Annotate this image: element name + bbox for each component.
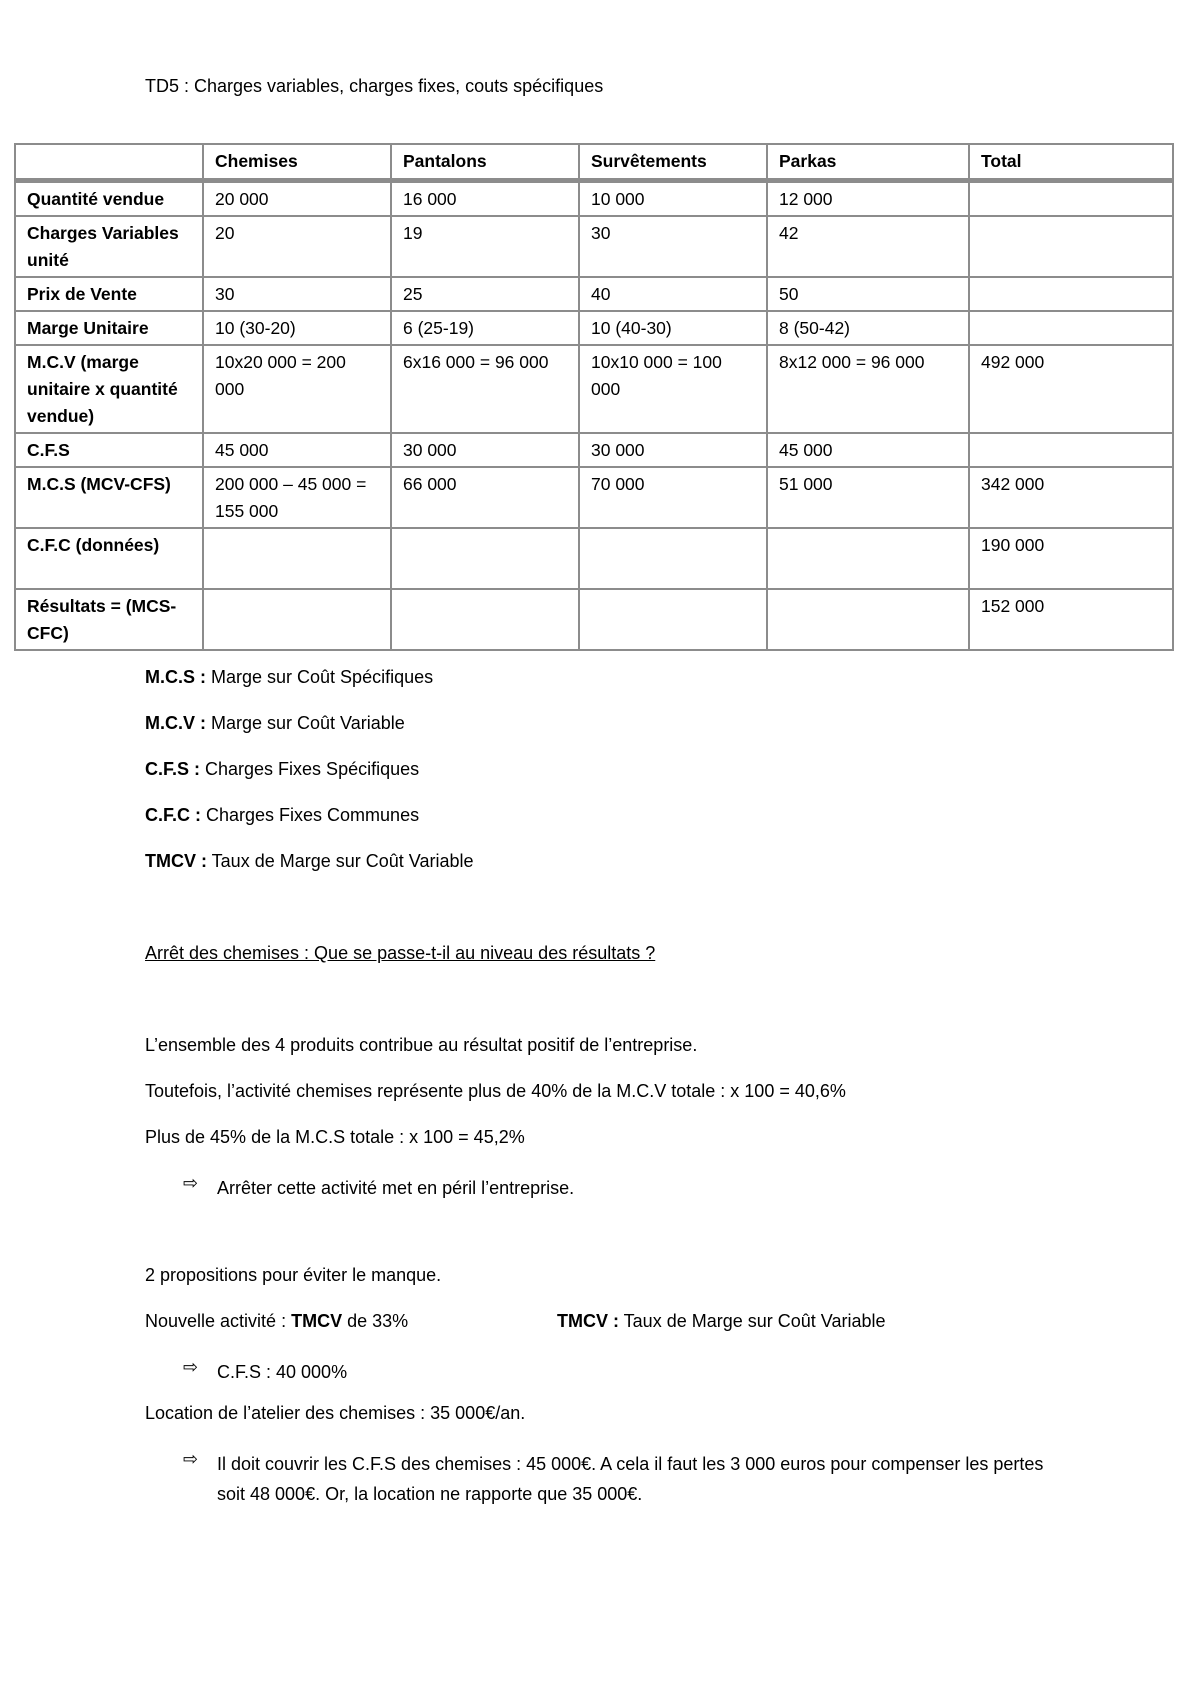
paragraph: Toutefois, l’activité chemises représente plus de 40% de la M.C.V totale : x 100 = 40,6% — [145, 1081, 846, 1101]
table-row — [15, 528, 1173, 589]
table-cell — [767, 528, 969, 589]
table-row — [15, 216, 1173, 277]
header-cell: Chemises — [203, 144, 391, 181]
header-cell: Parkas — [767, 144, 969, 181]
table-cell — [969, 216, 1173, 277]
arrow-right-icon: ⇨ — [183, 1173, 199, 1193]
abbreviation-term: M.C.S : — [145, 667, 206, 687]
table-header-row — [15, 144, 1173, 181]
header-cell — [15, 144, 203, 181]
table-row — [15, 311, 1173, 345]
table-cell: 10x10 000 = 100 000 — [579, 345, 767, 433]
abbreviation-definition: Taux de Marge sur Coût Variable — [207, 851, 474, 871]
abbreviation-term: M.C.V : — [145, 713, 206, 733]
table-cell: 20 — [203, 216, 391, 277]
paragraph-right — [557, 1311, 885, 1332]
table-cell: 42 — [767, 216, 969, 277]
paragraph: L’ensemble des 4 produits contribue au résultat positif de l’entreprise. — [145, 1035, 698, 1055]
table-cell: 70 000 — [579, 467, 767, 528]
table-cell: 152 000 — [969, 589, 1173, 650]
table-cell: 45 000 — [767, 433, 969, 467]
header-cell: Total — [969, 144, 1173, 181]
text-run: de 33% — [342, 1311, 409, 1331]
table-cell: 30 — [203, 277, 391, 311]
abbreviation-term: C.F.S : — [145, 759, 201, 779]
table-cell — [579, 528, 767, 589]
abbreviation-definition: Marge sur Coût Spécifiques — [206, 667, 434, 687]
row-label: Résultats = (MCS-CFC) — [15, 589, 203, 650]
arrow-bullet-item — [183, 1357, 1067, 1387]
table-cell: 30 — [579, 216, 767, 277]
paragraph: Plus de 45% de la M.C.S totale : x 100 = 45,2% — [145, 1127, 525, 1147]
table-row — [15, 345, 1173, 433]
table-cell: 19 — [391, 216, 579, 277]
table-cell: 20 000 — [203, 181, 391, 217]
table-cell — [579, 589, 767, 650]
table-cell: 25 — [391, 277, 579, 311]
document-title: TD5 : Charges variables, charges fixes, couts spécifiques — [145, 76, 604, 96]
abbreviation-term: TMCV : — [145, 851, 207, 871]
arrow-right-icon: ⇨ — [183, 1357, 199, 1377]
bullet-text: C.F.S : 40 000% — [217, 1362, 348, 1382]
text-run: Taux de Marge sur Coût Variable — [619, 1311, 886, 1331]
table-cell: 66 000 — [391, 467, 579, 528]
arrow-bullet-item — [183, 1173, 1067, 1203]
table-row — [15, 433, 1173, 467]
table-cell — [203, 589, 391, 650]
table-cell: 30 000 — [391, 433, 579, 467]
row-label: Charges Variables unité — [15, 216, 203, 277]
text-run-bold: TMCV — [291, 1311, 343, 1331]
row-label: M.C.S (MCV-CFS) — [15, 467, 203, 528]
table-cell: 30 000 — [579, 433, 767, 467]
table-cell: 6 (25-19) — [391, 311, 579, 345]
abbreviation-cfc — [145, 805, 419, 826]
table-cell: 10 (30-20) — [203, 311, 391, 345]
table-cell: 45 000 — [203, 433, 391, 467]
section-heading: Arrêt des chemises : Que se passe-t-il au niveau des résultats ? — [145, 943, 656, 963]
abbreviation-definition: Charges Fixes Spécifiques — [200, 759, 420, 779]
arrow-bullet-item — [183, 1449, 1067, 1509]
header-cell: Pantalons — [391, 144, 579, 181]
bullet-text: Il doit couvrir les C.F.S des chemises : 45 000€. A cela il faut les 3 000 euros pour compenser les pertes soit 48 000€. Or, la location ne rapporte que 35 000€. — [217, 1454, 1044, 1504]
table-cell: 10x20 000 = 200 000 — [203, 345, 391, 433]
table-row — [15, 181, 1173, 217]
row-label: Marge Unitaire — [15, 311, 203, 345]
row-label: C.F.S — [15, 433, 203, 467]
table-cell: 492 000 — [969, 345, 1173, 433]
table-row — [15, 589, 1173, 650]
table-cell — [969, 181, 1173, 217]
table-cell: 51 000 — [767, 467, 969, 528]
arrow-right-icon: ⇨ — [183, 1449, 199, 1469]
abbreviation-definition: Charges Fixes Communes — [201, 805, 420, 825]
abbreviation-mcs — [145, 667, 433, 688]
table-cell — [969, 433, 1173, 467]
table-cell — [391, 589, 579, 650]
row-label: Prix de Vente — [15, 277, 203, 311]
text-run: Nouvelle activité : — [145, 1311, 292, 1331]
table-cell: 200 000 – 45 000 = 155 000 — [203, 467, 391, 528]
bullet-text: Arrêter cette activité met en péril l’entreprise. — [217, 1178, 575, 1198]
table-cell: 12 000 — [767, 181, 969, 217]
table-cell: 40 — [579, 277, 767, 311]
abbreviation-cfs — [145, 759, 419, 780]
table-cell — [391, 528, 579, 589]
table-cell: 50 — [767, 277, 969, 311]
table-cell — [969, 277, 1173, 311]
table-row — [15, 277, 1173, 311]
table-row — [15, 467, 1173, 528]
text-run-bold: TMCV : — [557, 1311, 619, 1331]
table-cell — [969, 311, 1173, 345]
table-cell: 8x12 000 = 96 000 — [767, 345, 969, 433]
abbreviation-tmcv — [145, 851, 473, 872]
table-cell: 190 000 — [969, 528, 1173, 589]
abbreviation-term: C.F.C : — [145, 805, 201, 825]
table-cell: 16 000 — [391, 181, 579, 217]
row-label: C.F.C (données) — [15, 528, 203, 589]
abbreviation-mcv — [145, 713, 405, 734]
table-cell — [767, 589, 969, 650]
table-cell: 8 (50-42) — [767, 311, 969, 345]
paragraph — [145, 1311, 408, 1332]
table-cell: 6x16 000 = 96 000 — [391, 345, 579, 433]
paragraph: 2 propositions pour éviter le manque. — [145, 1265, 442, 1285]
cost-table — [14, 143, 1174, 651]
table-cell: 10 000 — [579, 181, 767, 217]
table-cell: 342 000 — [969, 467, 1173, 528]
row-label: Quantité vendue — [15, 181, 203, 217]
table-cell: 10 (40-30) — [579, 311, 767, 345]
table-cell — [203, 528, 391, 589]
header-cell: Survêtements — [579, 144, 767, 181]
row-label: M.C.V (marge unitaire x quantité vendue) — [15, 345, 203, 433]
paragraph: Location de l’atelier des chemises : 35 000€/an. — [145, 1403, 526, 1423]
abbreviation-definition: Marge sur Coût Variable — [206, 713, 405, 733]
